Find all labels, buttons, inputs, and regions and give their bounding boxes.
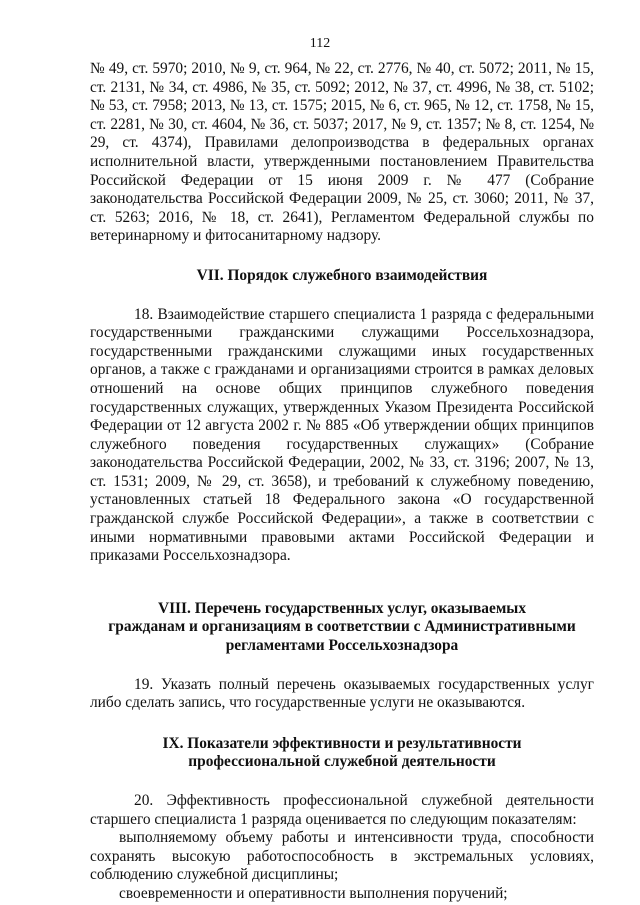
section-7-heading: VII. Порядок служебного взаимодействия — [196, 266, 488, 284]
paragraph-20: 20. Эффективность профессиональной служебной деятельности старшего специалиста 1 разряда оценивается по следующим показателям: — [90, 792, 594, 828]
section-9-heading — [90, 735, 594, 772]
intro-paragraph: № 49, ст. 5970; 2010, № 9, ст. 964, № 22, ст. 2776, № 40, ст. 5072; 2011, № 15, ст. 2131, № 34, ст. 4986, № 35, ст. 5092; 2012, № 37, ст. 4996, № 38, ст. 5102; № 53, ст. 7958; 2013, № 13, ст. 1575; 2015, № 6, ст. 965, № 12, ст. 1758, № 15, ст. 2281, № 30, ст. 4604, № 36, ст. 5037; 2017, № 9, ст. 1357; № 8, ст. 1254, № 29, ст. 4374), Правилами делопроизводства в федеральных органах исполнительной власти, утвержденными постановлением Правительства Российской Федерации от 15 июня 2009 г. № 477 (Собрание законодательства Российской Федерации 2009, № 25, ст. 3060; 2011, № 37, ст. 5263; 2016, № 18, ст. 2641), Регламентом Федеральной службы по ветеринарному и фитосанитарному надзору. — [90, 60, 594, 245]
section-9-heading-line-1: IX. Показатели эффективности и результативности — [162, 734, 522, 752]
section-8-heading-line-2: гражданам и организациям в соответствии с Административными — [108, 618, 576, 636]
section-8-heading — [90, 600, 594, 656]
page-number: 112 — [309, 36, 331, 51]
section-9 — [90, 735, 594, 904]
section-9-heading-line-2: профессиональной служебной деятельности — [188, 753, 496, 771]
indicator-item: своевременности и оперативности выполнения поручений; — [119, 884, 508, 902]
paragraph-19: 19. Указать полный перечень оказываемых государственных услуг либо сделать запись, что государственные услуги не оказываются. — [90, 675, 594, 712]
page-content — [90, 60, 594, 904]
section-8 — [90, 600, 594, 713]
section-7 — [90, 267, 594, 566]
indicator-item: выполняемому объему работы и интенсивности труда, способности сохранять высокую работоспособность в экстремальных условиях, соблюдению служебной дисциплины; — [90, 829, 594, 884]
section-8-heading-line-1: VIII. Перечень государственных услуг, оказываемых — [157, 599, 527, 617]
paragraph-18: 18. Взаимодействие старшего специалиста 1 разряда с федеральными государственными гражданскими служащими Россельхознадзора, государственными гражданскими служащими иных государственных органов, а также с гражданами и организациями строится в рамках деловых отношений на основе общих принципов служебного поведения государственных служащих, утвержденных Указом Президента Российской Федерации от 12 августа 2002 г. № 885 «Об утверждении общих принципов служебного поведения государственных служащих» (Собрание законодательства Российской Федерации, 2002, № 33, ст. 3196; 2007, № 13, ст. 1531; 2009, № 29, ст. 3658), и требований к служебному поведению, установленных статьей 18 Федерального закона «О государственной гражданской службе Российской Федерации», а также в соответствии с иными нормативными правовыми актами Российской Федерации и приказами Россельхознадзора. — [90, 305, 594, 565]
section-8-heading-line-3: регламентами Россельхознадзора — [225, 637, 459, 655]
